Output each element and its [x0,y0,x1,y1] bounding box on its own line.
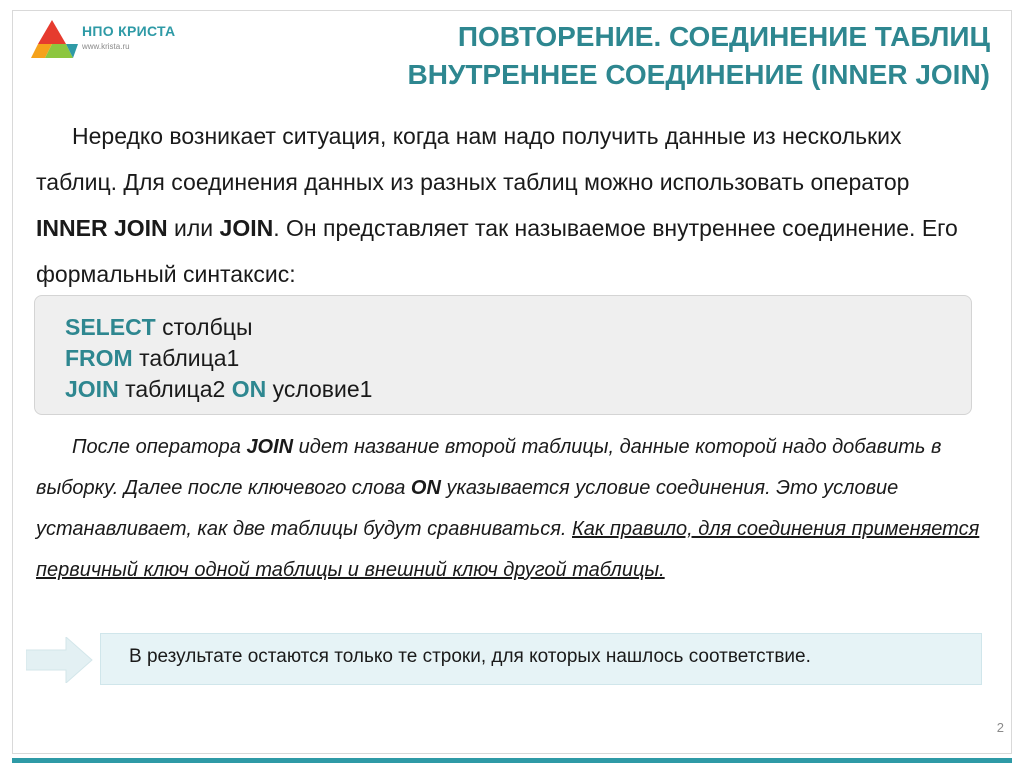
code-text: таблица1 [132,345,240,371]
company-logo [26,18,186,62]
code-line-1 [65,312,372,343]
result-callout [100,633,982,685]
code-keyword-from: FROM [65,345,133,371]
code-text: таблица2 [118,376,232,402]
code-keyword-select: SELECT [65,314,156,340]
intro-text-1: Нередко возникает ситуация, когда нам надо получить данные из нескольких таблиц. Для соединения данных из разных таблиц можно использовать оператор [36,123,910,195]
intro-keyword-inner-join: INNER JOIN [36,215,168,241]
code-keyword-on: ON [231,376,267,402]
arrow-right-icon [26,637,94,683]
code-keyword-join: JOIN [65,376,119,402]
note-underlined-text: Как правило, для соединения применяется первичный ключ одной таблицы и внешний ключ другой таблицы. [36,518,980,581]
code-line-2 [65,343,372,374]
intro-text-2: или [167,215,220,241]
logo-name: НПО КРИСТА [82,23,176,39]
intro-paragraph [36,113,976,297]
code-text: столбцы [155,314,253,340]
syntax-code-box [34,295,972,415]
logo-triangles-icon [26,18,78,62]
bottom-accent-bar [12,758,1012,763]
intro-keyword-join: JOIN [219,215,274,241]
title-line-1: ПОВТОРЕНИЕ. СОЕДИНЕНИЕ ТАБЛИЦ [457,21,990,52]
code-text: условие1 [266,376,373,402]
note-text-3: указывается условие соединения. Это условие устанавливает, как две таблицы будут сравниваться. [36,477,899,540]
code-line-3 [65,374,372,405]
title-line-2: ВНУТРЕННЕЕ СОЕДИНЕНИЕ (INNER JOIN) [407,59,990,90]
slide-title [250,18,990,94]
result-text: В результате остаются только те строки, для которых нашлось соответствие. [129,646,811,667]
note-text-2: идет название второй таблицы, данные которой надо добавить в выборку. Далее после ключевого слова [36,436,942,499]
page-number: 2 [996,720,1004,735]
explanation-paragraph [36,427,986,591]
intro-text-3: . Он представляет так называемое внутреннее соединение. Его формальный синтаксис: [36,215,958,287]
note-keyword-on: ON [410,477,441,499]
logo-url: www.krista.ru [82,42,130,51]
note-text-1: После оператора [72,436,247,458]
syntax-code [65,312,372,405]
note-keyword-join: JOIN [246,436,294,458]
